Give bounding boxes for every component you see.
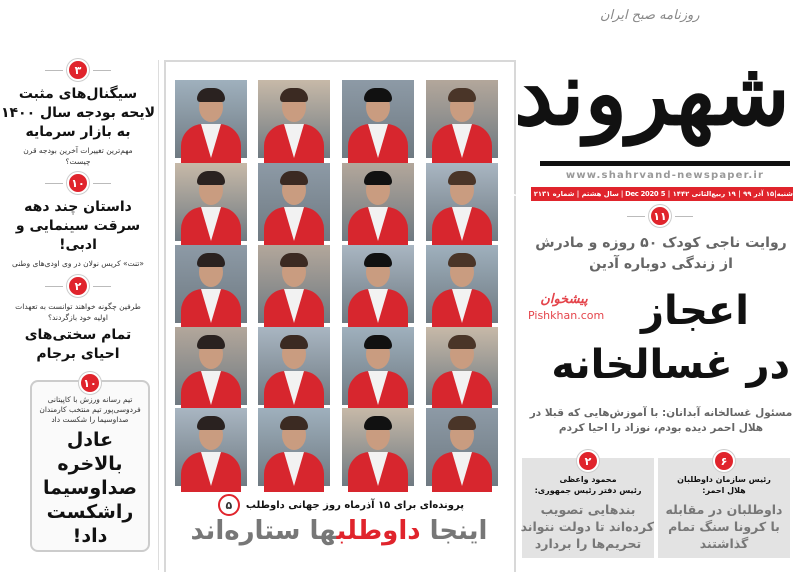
masthead-logo[interactable] xyxy=(513,30,790,166)
volunteer-photo xyxy=(426,245,498,323)
volunteer-photo xyxy=(426,408,498,486)
page-badge: ۱۰ xyxy=(67,172,89,194)
volunteer-photo xyxy=(426,80,498,158)
feature-kicker: پرونده‌ای برای ۱۵ آذرماه روز جهانی داوطلب xyxy=(245,499,464,511)
volunteer-photo xyxy=(175,80,247,158)
main-kicker: روایت ناجی کودک ۵۰ روزه و مادرش از زندگی دوباره آدین xyxy=(535,235,787,272)
logo-tagline: روزنامه صبح ایران xyxy=(600,8,700,23)
feature-kicker-row xyxy=(174,494,504,516)
volunteer-photo xyxy=(175,163,247,241)
feature-headline[interactable]: اینجا داوطلبها ستاره‌اند xyxy=(190,516,488,546)
column-divider xyxy=(158,60,159,570)
dateline-bar: شنبه|۱۵ آذر ۹۹ | ۱۹ ربیع‌الثانی ۱۴۴۲ | 5 Dec 2020 | سال هشتم | شماره ۲۱۳۱ | ۸ صفحه xyxy=(531,187,793,201)
volunteer-photo xyxy=(426,163,498,241)
main-deck: مسئول غسالخانه آبدانان: با آموزش‌هایی که قبلا در هلال احمر دیده بودم، نوزاد را احیا کردم xyxy=(529,407,793,434)
page-badge: ۳ xyxy=(67,59,89,81)
page-badge: ۱۱ xyxy=(649,205,671,227)
volunteer-photo xyxy=(175,408,247,486)
left-sub-2: «تنت» کریس نولان در وی اودی‌های وطنی xyxy=(12,259,144,268)
sport-box[interactable] xyxy=(30,376,150,552)
volunteer-photo xyxy=(342,408,414,486)
volunteer-photo xyxy=(342,327,414,405)
masthead-url[interactable]: www.shahrvand-newspaper.ir xyxy=(565,170,765,181)
volunteer-photo xyxy=(258,163,330,241)
left-headline-3[interactable]: تمام سختی‌های احیای برجام xyxy=(24,327,132,362)
volunteer-photo xyxy=(175,245,247,323)
volunteer-photo xyxy=(342,245,414,323)
page-badge: ۲ xyxy=(67,275,89,297)
volunteer-photo xyxy=(258,80,330,158)
left-headline-1[interactable]: سیگنال‌های مثبت لایحه بودجه سال ۱۴۰۰ به بازار سرمایه xyxy=(0,86,156,140)
page-badge: ۲ xyxy=(577,450,599,472)
side-box-vaezi[interactable]: ۲ محمود واعظی رئیس دفتر رئیس جمهوری: بندهایی تصویب کرده‌اند تا دولت نتواند تحریم‌ها را بردارد xyxy=(522,458,654,558)
watermark: پیشخوان Pishkhan.com xyxy=(528,292,605,322)
logo-underline xyxy=(540,161,790,166)
volunteer-photo xyxy=(258,245,330,323)
left-sub-1: مهم‌ترین تغییرات آخرین بودجه قرن چیست؟ xyxy=(23,146,133,166)
volunteer-photo xyxy=(258,327,330,405)
volunteer-photo xyxy=(258,408,330,486)
volunteer-photo xyxy=(426,327,498,405)
page-badge: ۵ xyxy=(218,494,240,516)
sport-headline: عادل بالاخره صداوسیما راشکست داد! xyxy=(43,429,137,547)
left-headline-2[interactable]: داستان چند دهه سرقت سینمایی و ادبی! xyxy=(15,199,141,253)
logo-wordmark: شهروند xyxy=(513,41,790,145)
sport-sub: تیم رسانه ورزش با کاپیتانی فردوسی‌پور تیم منتخب کارمندان صداوسیما را شکست داد xyxy=(39,395,141,424)
left-sub-3: طرفین چگونه خواهند توانست به تعهدات اولیه خود بازگردند؟ xyxy=(15,302,141,322)
side-box-volunteers[interactable]: ۶ رئیس سازمان داوطلبان هلال احمر: داوطلبان در مقابله با کرونا سنگ تمام گذاشتند xyxy=(658,458,790,558)
volunteer-photo xyxy=(342,163,414,241)
left-column xyxy=(0,55,156,375)
main-headline[interactable]: اعجاز در غسالخانه xyxy=(551,288,790,388)
page-badge: ۱۰ xyxy=(79,372,101,394)
page-badge: ۶ xyxy=(713,450,735,472)
volunteer-photo xyxy=(342,80,414,158)
volunteer-photo xyxy=(175,327,247,405)
